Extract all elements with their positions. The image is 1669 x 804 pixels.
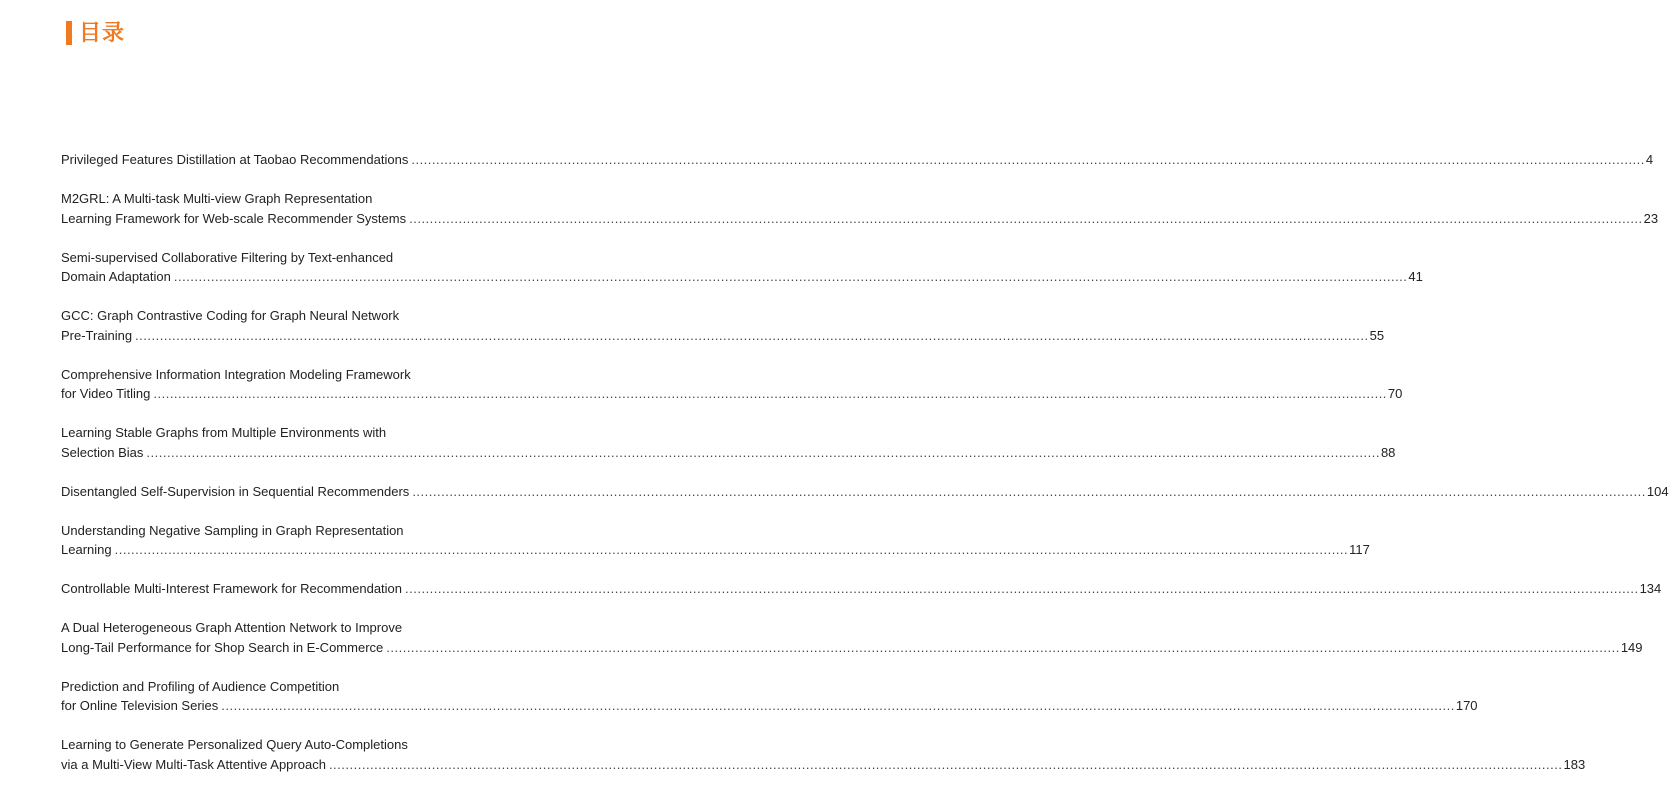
toc-entry-title-line: Privileged Features Distillation at Taobao Recommendations bbox=[61, 152, 409, 167]
toc-entry-last-line bbox=[61, 755, 1586, 775]
toc-entry-last-line bbox=[61, 540, 1370, 560]
toc-entry[interactable] bbox=[61, 735, 1586, 774]
toc-entry-page-number: 4 bbox=[1645, 152, 1654, 167]
toc-entry-page-number: 23 bbox=[1643, 210, 1659, 226]
toc-entry-last-line bbox=[61, 209, 1659, 229]
toc-entry-title-line: Controllable Multi-Interest Framework for Recommendation bbox=[61, 581, 403, 596]
toc-entry[interactable] bbox=[61, 579, 1662, 599]
toc-entry-title-line: M2GRL: A Multi-task Multi-view Graph Representation bbox=[61, 191, 373, 206]
toc-entry-page-number: 149 bbox=[1620, 639, 1643, 655]
toc-entry-last-line bbox=[61, 150, 1654, 170]
toc-entry-page-number: 104 bbox=[1646, 483, 1669, 499]
toc-entry-title-line: Learning Framework for Web-scale Recommender Systems bbox=[61, 210, 407, 226]
toc-entry-page-number: 183 bbox=[1563, 756, 1586, 772]
toc-entry[interactable] bbox=[61, 521, 1370, 560]
toc-entry-title-line: for Online Television Series bbox=[61, 698, 219, 713]
toc-entry[interactable] bbox=[61, 482, 1669, 502]
dot-leader: ............................................................................................................................................................................................................................................................................................................ bbox=[411, 152, 1645, 167]
heading-accent-bar bbox=[66, 21, 72, 45]
toc-entry-page-number: 117 bbox=[1349, 542, 1370, 557]
toc-entry-page-number: 70 bbox=[1387, 386, 1403, 401]
page-title: 目录 bbox=[79, 20, 126, 45]
toc-entry-title-line: GCC: Graph Contrastive Coding for Graph Neural Network bbox=[61, 308, 400, 323]
toc-entry-title-line: Disentangled Self-Supervision in Sequential Recommenders bbox=[61, 483, 410, 499]
toc-entry-page-number: 88 bbox=[1380, 444, 1396, 460]
toc-entry[interactable] bbox=[61, 423, 1396, 462]
toc-entry[interactable] bbox=[61, 677, 1478, 716]
toc-entry-title-line: Learning bbox=[61, 542, 112, 557]
toc-entry-title-line: Semi-supervised Collaborative Filtering by Text-enhanced bbox=[61, 249, 394, 265]
toc-entry-title-line: for Video Titling bbox=[61, 386, 151, 401]
toc-entry-page-number: 55 bbox=[1369, 327, 1385, 343]
toc-entry-last-line bbox=[61, 384, 1403, 404]
toc-entry-title-line: Learning Stable Graphs from Multiple Environments with bbox=[61, 425, 387, 440]
dot-leader: ............................................................................................................................................................................................................................................................................................................ bbox=[328, 756, 1563, 772]
dot-leader: ............................................................................................................................................................................................................................................................................................................ bbox=[173, 269, 1408, 284]
toc-entry-title-line: Comprehensive Information Integration Modeling Framework bbox=[61, 366, 411, 382]
dot-leader: ............................................................................................................................................................................................................................................................................................................ bbox=[405, 581, 1639, 596]
dot-leader: ............................................................................................................................................................................................................................................................................................................ bbox=[412, 483, 1646, 499]
toc-entry-title-line: via a Multi-View Multi-Task Attentive Approach bbox=[61, 756, 326, 772]
dot-leader: ............................................................................................................................................................................................................................................................................................................ bbox=[114, 542, 1349, 557]
toc-entry-last-line bbox=[61, 579, 1662, 599]
toc-entry[interactable] bbox=[61, 248, 1423, 287]
toc-entry-title-line: Understanding Negative Sampling in Graph Representation bbox=[61, 522, 404, 538]
toc-entry[interactable] bbox=[61, 365, 1403, 404]
toc-entry[interactable] bbox=[61, 618, 1643, 657]
toc-entry-title-line: A Dual Heterogeneous Graph Attention Network to Improve bbox=[61, 620, 403, 635]
dot-leader: ............................................................................................................................................................................................................................................................................................................ bbox=[146, 444, 1380, 460]
dot-leader: ............................................................................................................................................................................................................................................................................................................ bbox=[386, 639, 1620, 655]
toc-entry-last-line bbox=[61, 267, 1423, 287]
toc-entry-title-line: Selection Bias bbox=[61, 444, 144, 460]
dot-leader: ............................................................................................................................................................................................................................................................................................................ bbox=[153, 386, 1387, 401]
dot-leader: ............................................................................................................................................................................................................................................................................................................ bbox=[135, 327, 1369, 343]
toc-entry-title-line: Domain Adaptation bbox=[61, 269, 171, 284]
toc-entry-title-line: Learning to Generate Personalized Query Auto-Completions bbox=[61, 737, 408, 752]
toc-entry-title-line: Pre-Training bbox=[61, 327, 133, 343]
toc-list bbox=[61, 150, 1669, 774]
toc-entry-page-number: 41 bbox=[1408, 269, 1423, 284]
toc-entry-last-line bbox=[61, 638, 1643, 658]
dot-leader: ............................................................................................................................................................................................................................................................................................................ bbox=[221, 698, 1455, 713]
toc-entry[interactable] bbox=[61, 189, 1659, 228]
toc-entry-title-line: Long-Tail Performance for Shop Search in E-Commerce bbox=[61, 639, 384, 655]
dot-leader: ............................................................................................................................................................................................................................................................................................................ bbox=[409, 210, 1643, 226]
toc-entry-last-line bbox=[61, 696, 1478, 716]
toc-entry-last-line bbox=[61, 443, 1396, 463]
toc-entry[interactable] bbox=[61, 150, 1654, 170]
toc-entry-title-line: Prediction and Profiling of Audience Competition bbox=[61, 678, 340, 694]
toc-entry-last-line bbox=[61, 326, 1385, 346]
toc-entry-page-number: 170 bbox=[1455, 698, 1478, 713]
toc-entry[interactable] bbox=[61, 306, 1385, 345]
toc-heading bbox=[66, 19, 125, 47]
toc-entry-page-number: 134 bbox=[1639, 581, 1662, 596]
toc-entry-last-line bbox=[61, 482, 1669, 502]
